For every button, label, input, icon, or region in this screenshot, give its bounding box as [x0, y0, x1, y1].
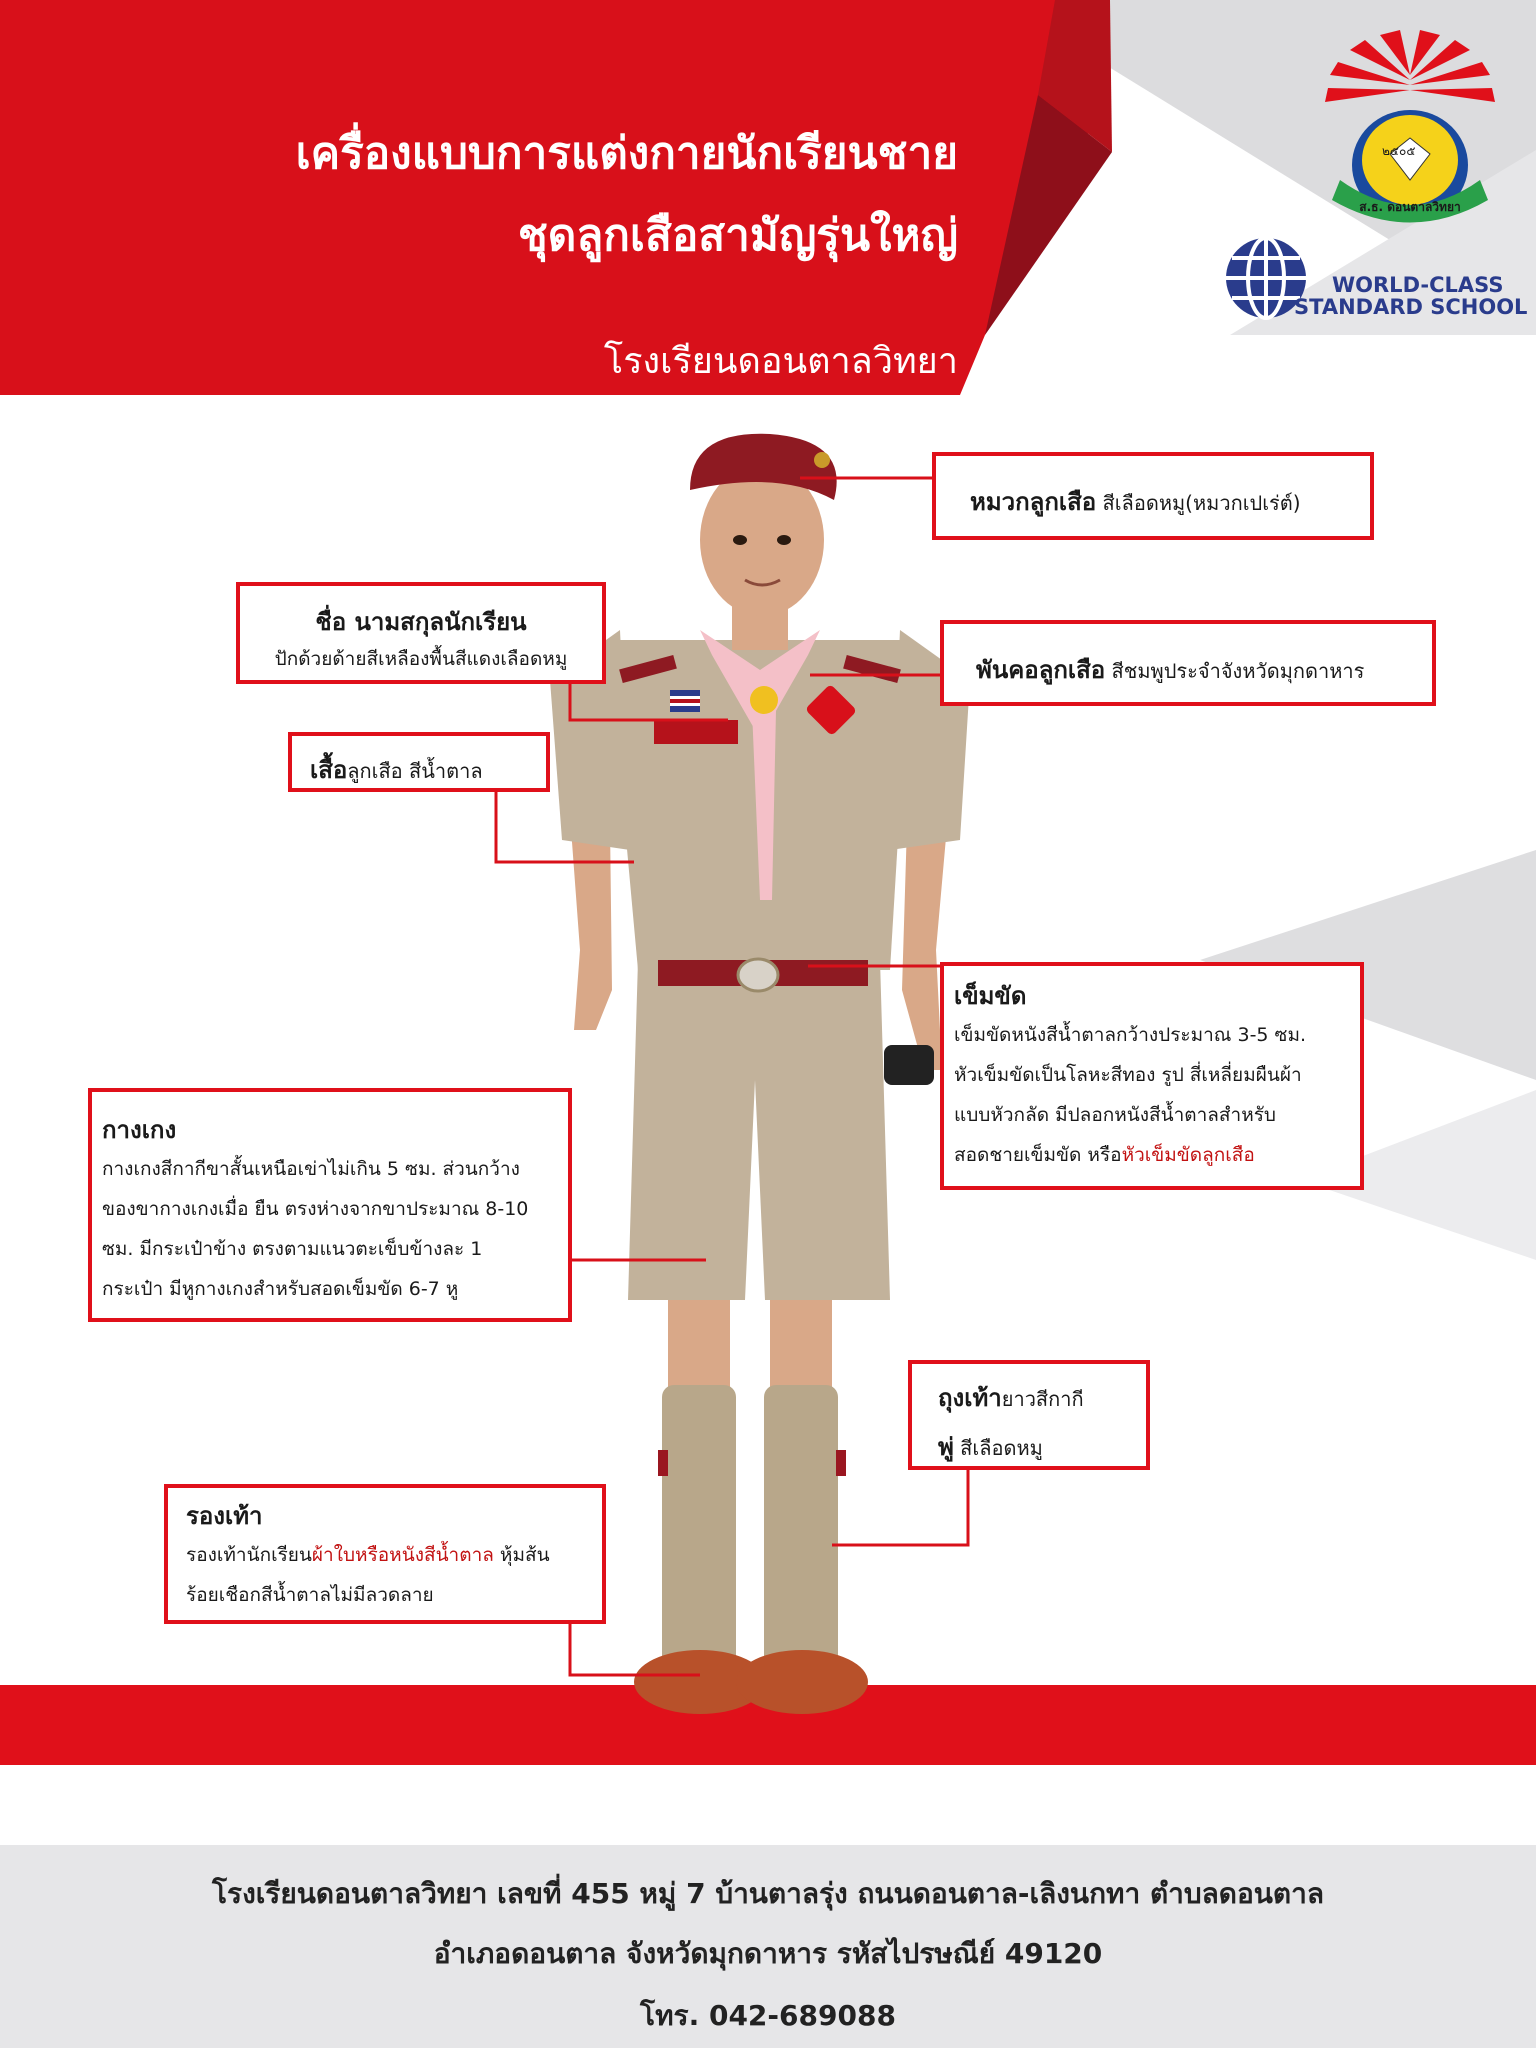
- tassel-text: สีเลือดหมู: [953, 1436, 1043, 1460]
- name-title: ชื่อ นามสกุลนักเรียน: [315, 608, 527, 636]
- scarf-text: สีชมพูประจำจังหวัดมุกดาหาร: [1105, 659, 1365, 683]
- pants-line-2: ของขากางเกงเมื่อ ยืน ตรงห่างจากขาประมาณ 8-10: [102, 1198, 529, 1220]
- pants-line-3: ซม. มีกระเป๋าข้าง ตรงตามแนวตะเข็บข้างละ 1: [102, 1238, 483, 1260]
- school-name: โรงเรียนดอนตาลวิทยา: [603, 341, 958, 382]
- shoes-line-1-end: หุ้มส้น: [493, 1544, 550, 1566]
- callout-shirt: [288, 732, 550, 792]
- callout-pants: [88, 1088, 572, 1322]
- socks-text: ยาวสีกากี: [1001, 1387, 1084, 1411]
- pants-line-4: กระเป๋า มีหูกางเกงสำหรับสอดเข็มขัด 6-7 หู: [102, 1278, 459, 1300]
- belt-line-1: เข็มขัดหนังสีน้ำตาลกว้างประมาณ 3-5 ซม.: [954, 1024, 1307, 1046]
- shirt-title: เสื้อ: [310, 756, 348, 784]
- callout-beret: [932, 452, 1374, 540]
- shirt-text: ลูกเสือ สีน้ำตาล: [347, 759, 483, 783]
- pants-title: กางเกง: [102, 1116, 177, 1144]
- logo-year: ๒๕๐๕: [1382, 144, 1416, 158]
- callout-scarf: [940, 620, 1436, 706]
- belt-line-3: แบบหัวกลัด มีปลอกหนังสีน้ำตาลสำหรับ: [954, 1104, 1276, 1126]
- shoes-title: รองเท้า: [186, 1502, 263, 1530]
- belt-line-4-highlight: หัวเข็มขัดลูกเสือ: [1121, 1144, 1255, 1166]
- beret-title: หมวกลูกเสือ: [970, 488, 1097, 516]
- callout-name: [236, 582, 606, 684]
- callout-belt: [940, 962, 1364, 1190]
- name-text: ปักด้วยด้ายสีเหลืองพื้นสีแดงเลือดหมู: [274, 648, 568, 670]
- belt-title: เข็มขัด: [954, 982, 1027, 1010]
- belt-line-2: หัวเข็มขัดเป็นโลหะสีทอง รูป สี่เหลี่ยมผืนผ้า: [954, 1064, 1302, 1086]
- scarf-title: พันคอลูกเสือ: [976, 656, 1106, 684]
- socks-title: ถุงเท้า: [938, 1384, 1002, 1412]
- footer-phone: โทร. 042-689088: [640, 1999, 896, 2032]
- belt-line-4: สอดชายเข็มขัด หรือ: [954, 1144, 1122, 1166]
- logo-caption: ส.ธ. ดอนตาลวิทยา: [1359, 200, 1461, 214]
- title-line-2: ชุดลูกเสือสามัญรุ่นใหญ่: [517, 210, 958, 261]
- shoes-line-1-highlight: ผ้าใบหรือหนังสีน้ำตาล: [311, 1544, 494, 1566]
- footer-address-1: โรงเรียนดอนตาลวิทยา เลขที่ 455 หมู่ 7 บ้านตาลรุ่ง ถนนดอนตาล-เลิงนกทา ตำบลดอนตาล: [211, 1877, 1324, 1910]
- beret-text: สีเลือดหมู(หมวกเปเร่ต์): [1096, 491, 1301, 515]
- tassel-title: พู่: [938, 1433, 954, 1461]
- title-line-1: เครื่องแบบการแต่งกายนักเรียนชาย: [295, 128, 958, 179]
- pants-line-1: กางเกงสีกากีขาสั้นเหนือเข่าไม่เกิน 5 ซม. ส่วนกว้าง: [102, 1158, 520, 1180]
- callout-shoes: [164, 1484, 606, 1624]
- footer-address-2: อำเภอดอนตาล จังหวัดมุกดาหาร รหัสไปรษณีย์ 49120: [433, 1937, 1103, 1970]
- shoes-line-2: ร้อยเชือกสีน้ำตาลไม่มีลวดลาย: [186, 1584, 434, 1606]
- callout-socks: [908, 1360, 1150, 1470]
- wcss-text: WORLD-CLASS STANDARD SCHOOL: [1294, 273, 1528, 319]
- shoes-line-1: รองเท้านักเรียน: [186, 1544, 312, 1566]
